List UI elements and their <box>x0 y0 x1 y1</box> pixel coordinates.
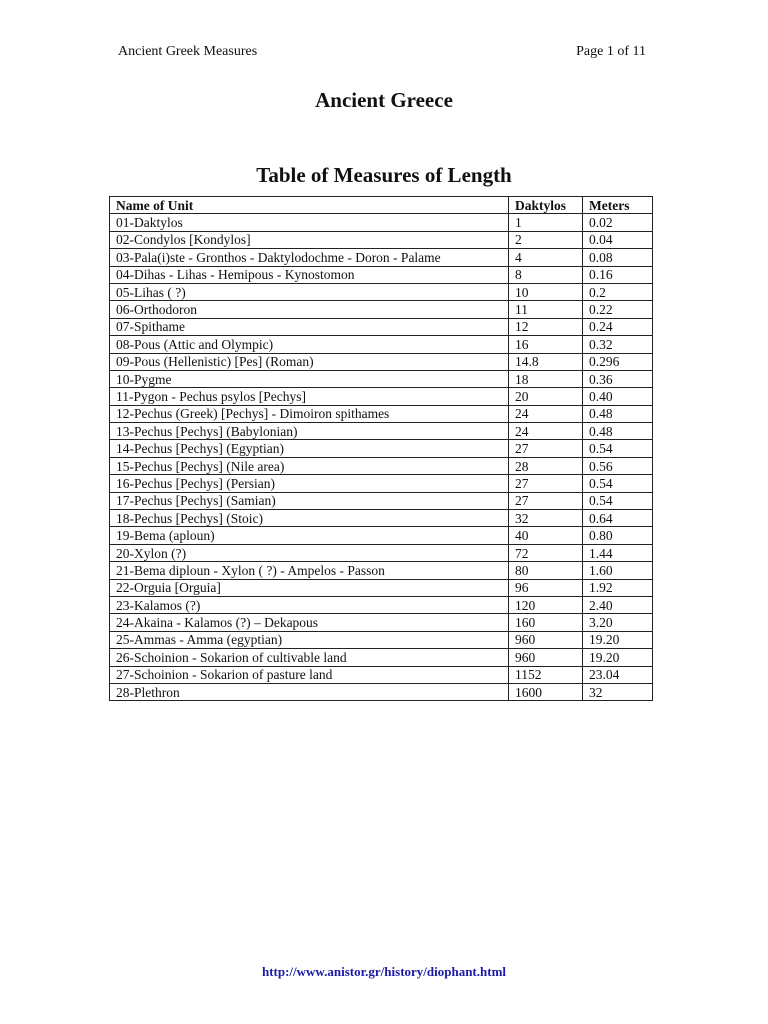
table-row <box>110 318 653 335</box>
table-cell-name: 27-Schoinion - Sokarion of pasture land <box>110 666 509 683</box>
table-cell-daktylos: 120 <box>509 596 583 613</box>
table-title: Table of Measures of Length <box>256 163 512 187</box>
table-cell-name: 17-Pechus [Pechys] (Samian) <box>110 492 509 509</box>
table-row <box>110 301 653 318</box>
table-cell-name: 13-Pechus [Pechys] (Babylonian) <box>110 423 509 440</box>
table-cell-daktylos: 27 <box>509 440 583 457</box>
table-cell-daktylos: 18 <box>509 370 583 387</box>
table-cell-meters: 0.296 <box>583 353 653 370</box>
table-row <box>110 231 653 248</box>
column-header-name: Name of Unit <box>110 197 509 214</box>
table-row <box>110 266 653 283</box>
table-cell-meters: 0.32 <box>583 336 653 353</box>
table-cell-daktylos: 14.8 <box>509 353 583 370</box>
table-cell-daktylos: 11 <box>509 301 583 318</box>
table-cell-meters: 0.36 <box>583 370 653 387</box>
table-cell-daktylos: 16 <box>509 336 583 353</box>
table-cell-name: 18-Pechus [Pechys] (Stoic) <box>110 510 509 527</box>
table-row <box>110 353 653 370</box>
table-cell-meters: 0.40 <box>583 388 653 405</box>
table-row <box>110 440 653 457</box>
column-header-daktylos: Daktylos <box>509 197 583 214</box>
table-cell-daktylos: 20 <box>509 388 583 405</box>
running-header <box>118 44 646 62</box>
table-cell-daktylos: 2 <box>509 231 583 248</box>
table-cell-meters: 0.48 <box>583 423 653 440</box>
table-cell-daktylos: 32 <box>509 510 583 527</box>
table-row <box>110 423 653 440</box>
table-cell-meters: 0.08 <box>583 249 653 266</box>
table-cell-meters: 0.22 <box>583 301 653 318</box>
table-row <box>110 214 653 231</box>
table-row <box>110 596 653 613</box>
table-cell-meters: 19.20 <box>583 649 653 666</box>
table-cell-name: 10-Pygme <box>110 370 509 387</box>
table-cell-daktylos: 96 <box>509 579 583 596</box>
table-cell-meters: 0.02 <box>583 214 653 231</box>
table-cell-name: 21-Bema diploun - Xylon ( ?) - Ampelos - Passon <box>110 562 509 579</box>
table-cell-name: 24-Akaina - Kalamos (?) – Dekapous <box>110 614 509 631</box>
table-row <box>110 510 653 527</box>
table-cell-name: 08-Pous (Attic and Olympic) <box>110 336 509 353</box>
table-cell-meters: 0.48 <box>583 405 653 422</box>
table-cell-name: 23-Kalamos (?) <box>110 596 509 613</box>
table-cell-meters: 0.04 <box>583 231 653 248</box>
table-cell-daktylos: 24 <box>509 405 583 422</box>
table-cell-meters: 3.20 <box>583 614 653 631</box>
table-row <box>110 457 653 474</box>
table-row <box>110 666 653 683</box>
table-cell-name: 25-Ammas - Amma (egyptian) <box>110 631 509 648</box>
table-body <box>110 214 653 701</box>
table-cell-meters: 2.40 <box>583 596 653 613</box>
table-cell-meters: 0.64 <box>583 510 653 527</box>
table-row <box>110 405 653 422</box>
table-cell-meters: 0.54 <box>583 440 653 457</box>
table-cell-name: 14-Pechus [Pechys] (Egyptian) <box>110 440 509 457</box>
table-cell-name: 02-Condylos [Kondylos] <box>110 231 509 248</box>
table-row <box>110 649 653 666</box>
table-cell-daktylos: 10 <box>509 283 583 300</box>
header-document-title: Ancient Greek Measures <box>118 44 258 59</box>
table-row <box>110 527 653 544</box>
table-cell-daktylos: 160 <box>509 614 583 631</box>
table-cell-meters: 1.44 <box>583 544 653 561</box>
table-cell-name: 04-Dihas - Lihas - Hemipous - Kynostomon <box>110 266 509 283</box>
table-cell-meters: 19.20 <box>583 631 653 648</box>
table-row <box>110 475 653 492</box>
table-cell-daktylos: 1600 <box>509 683 583 700</box>
table-cell-name: 07-Spithame <box>110 318 509 335</box>
page-title: Ancient Greece <box>315 88 453 112</box>
table-cell-daktylos: 12 <box>509 318 583 335</box>
table-cell-daktylos: 8 <box>509 266 583 283</box>
table-cell-daktylos: 1152 <box>509 666 583 683</box>
table-cell-daktylos: 28 <box>509 457 583 474</box>
table-row <box>110 631 653 648</box>
table-cell-meters: 32 <box>583 683 653 700</box>
table-cell-meters: 0.54 <box>583 475 653 492</box>
table-cell-name: 26-Schoinion - Sokarion of cultivable land <box>110 649 509 666</box>
table-cell-name: 28-Plethron <box>110 683 509 700</box>
table-cell-meters: 0.2 <box>583 283 653 300</box>
table-cell-meters: 23.04 <box>583 666 653 683</box>
table-cell-meters: 0.56 <box>583 457 653 474</box>
table-cell-meters: 1.60 <box>583 562 653 579</box>
table-cell-daktylos: 72 <box>509 544 583 561</box>
table-row <box>110 283 653 300</box>
table-header-row <box>110 197 653 214</box>
table-row <box>110 683 653 700</box>
table-cell-meters: 0.24 <box>583 318 653 335</box>
table-cell-daktylos: 80 <box>509 562 583 579</box>
table-cell-name: 15-Pechus [Pechys] (Nile area) <box>110 457 509 474</box>
header-page-number: Page 1 of 11 <box>576 44 646 59</box>
table-cell-name: 20-Xylon (?) <box>110 544 509 561</box>
table-row <box>110 370 653 387</box>
table-cell-daktylos: 27 <box>509 475 583 492</box>
table-row <box>110 492 653 509</box>
table-cell-daktylos: 1 <box>509 214 583 231</box>
table-cell-daktylos: 27 <box>509 492 583 509</box>
table-cell-name: 05-Lihas ( ?) <box>110 283 509 300</box>
table-cell-name: 16-Pechus [Pechys] (Persian) <box>110 475 509 492</box>
table-cell-meters: 1.92 <box>583 579 653 596</box>
table-cell-daktylos: 40 <box>509 527 583 544</box>
table-cell-name: 09-Pous (Hellenistic) [Pes] (Roman) <box>110 353 509 370</box>
table-row <box>110 614 653 631</box>
table-row <box>110 579 653 596</box>
table-cell-name: 06-Orthodoron <box>110 301 509 318</box>
table-row <box>110 388 653 405</box>
measures-table <box>109 196 653 701</box>
table-cell-name: 22-Orguia [Orguia] <box>110 579 509 596</box>
table-cell-meters: 0.54 <box>583 492 653 509</box>
table-cell-meters: 0.16 <box>583 266 653 283</box>
table-cell-daktylos: 960 <box>509 631 583 648</box>
column-header-meters: Meters <box>583 197 653 214</box>
footer-source-link[interactable]: http://www.anistor.gr/history/diophant.html <box>261 964 507 979</box>
table-cell-daktylos: 24 <box>509 423 583 440</box>
table-row <box>110 544 653 561</box>
table-cell-name: 12-Pechus (Greek) [Pechys] - Dimoiron spithames <box>110 405 509 422</box>
table-cell-name: 11-Pygon - Pechus psylos [Pechys] <box>110 388 509 405</box>
table-cell-name: 01-Daktylos <box>110 214 509 231</box>
table-cell-daktylos: 4 <box>509 249 583 266</box>
table-row <box>110 336 653 353</box>
table-cell-name: 19-Bema (aploun) <box>110 527 509 544</box>
table-row <box>110 249 653 266</box>
table-cell-daktylos: 960 <box>509 649 583 666</box>
table-cell-name: 03-Pala(i)ste - Gronthos - Daktylodochme - Doron - Palame <box>110 249 509 266</box>
table-cell-meters: 0.80 <box>583 527 653 544</box>
table-row <box>110 562 653 579</box>
